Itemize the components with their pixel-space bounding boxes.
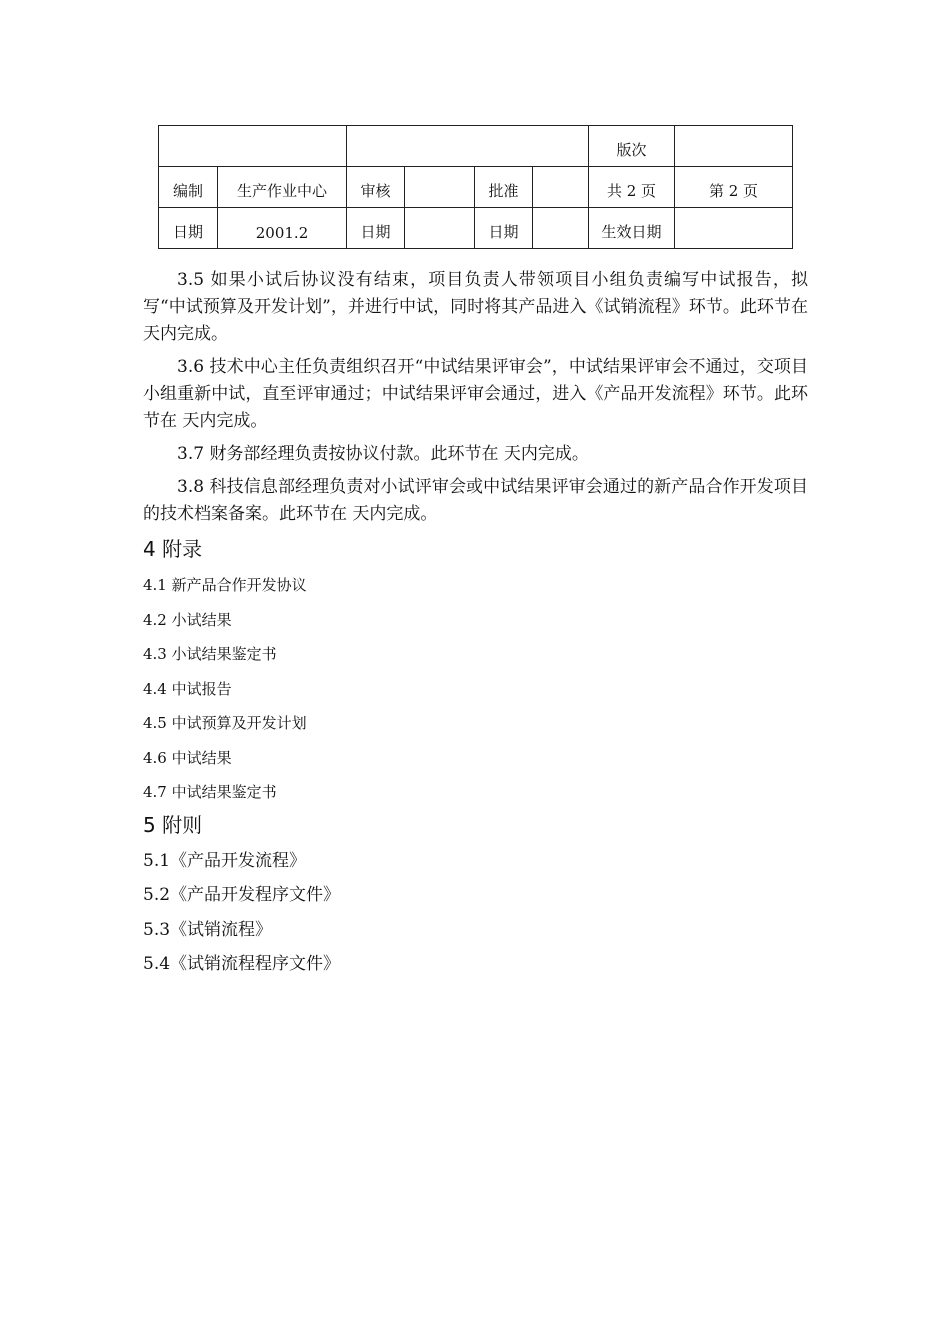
date-value: 2001.2: [218, 208, 347, 249]
appendix-item: 4.5 中试预算及开发计划: [143, 714, 307, 732]
approve-value: [533, 167, 589, 208]
appendix-item: 4.1 新产品合作开发协议: [143, 576, 307, 594]
compiled-value: 生产作业中心: [218, 167, 347, 208]
appendix-item: 4.3 小试结果鉴定书: [143, 645, 277, 663]
page-number: 第 2 页: [675, 167, 793, 208]
appendix-item: 4.4 中试报告: [143, 679, 232, 698]
review-label: 审核: [347, 167, 405, 208]
supplementary-item: 5.4《试销流程程序文件》: [143, 954, 341, 974]
paragraph-3-6: 3.6 技术中心主任负责组织召开“中试结果评审会”，中试结果评审会不通过，交项目小组重新中试，直至评审通过；中试结果评审会通过，进入《产品开发流程》环节。此环节在 天内完成。: [143, 357, 808, 431]
paragraph-3-5: 3.5 如果小试后协议没有结束，项目负责人带领项目小组负责编写中试报告，拟写“中试预算及开发计划”，并进行中试，同时将其产品进入《试销流程》环节。此环节在 天内完成。: [143, 270, 808, 344]
supplementary-item: 5.3《试销流程》: [143, 919, 273, 940]
approve-date-value: [533, 208, 589, 249]
paragraph-3-7: 3.7 财务部经理负责按协议付款。此环节在 天内完成。: [177, 444, 589, 464]
header-cell-empty: [159, 126, 347, 167]
document-body: [143, 267, 808, 982]
review-date-value: [405, 208, 475, 249]
header-row-1: [159, 126, 793, 167]
appendix-item: 4.2 小试结果: [143, 610, 232, 629]
compiled-label: 编制: [159, 167, 218, 208]
approve-date-label: 日期: [475, 208, 533, 249]
header-cell-empty: [347, 126, 589, 167]
appendix-heading: 4 附录: [143, 537, 203, 561]
appendix-item: 4.7 中试结果鉴定书: [143, 783, 277, 801]
effective-date-label: 生效日期: [589, 208, 675, 249]
review-date-label: 日期: [347, 208, 405, 249]
supplementary-heading: 5 附则: [143, 812, 203, 837]
supplementary-item: 5.2《产品开发程序文件》: [143, 885, 341, 905]
effective-date-value: [675, 208, 793, 249]
date-label: 日期: [159, 208, 218, 249]
version-label: 版次: [589, 126, 675, 167]
header-row-3: [159, 208, 793, 249]
document-header-table: [158, 125, 793, 249]
appendix-item: 4.6 中试结果: [143, 748, 232, 767]
total-pages: 共 2 页: [589, 167, 675, 208]
supplementary-item: 5.1《产品开发流程》: [143, 850, 307, 871]
approve-label: 批准: [475, 167, 533, 208]
header-row-2: [159, 167, 793, 208]
version-value: [675, 126, 793, 167]
review-value: [405, 167, 475, 208]
paragraph-3-8: 3.8 科技信息部经理负责对小试评审会或中试结果评审会通过的新产品合作开发项目的技术档案备案。此环节在 天内完成。: [143, 477, 808, 524]
